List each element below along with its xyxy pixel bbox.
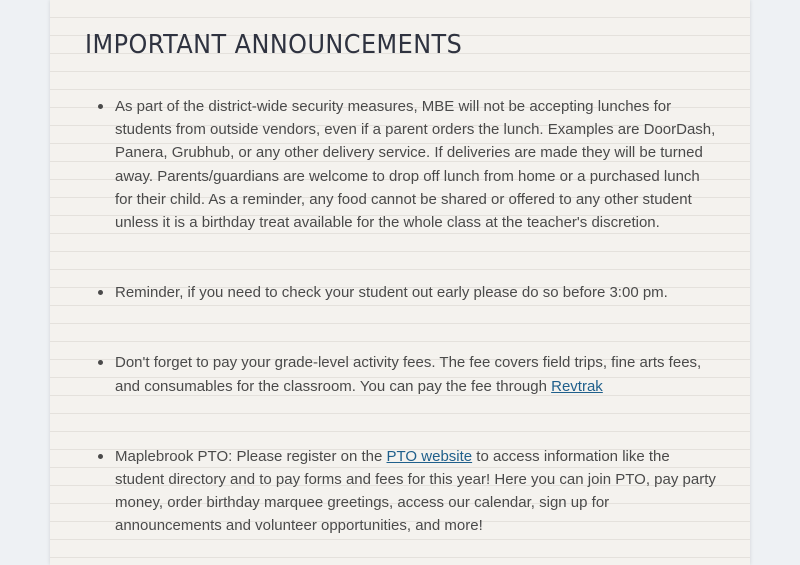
bullet-icon bbox=[98, 360, 103, 365]
bullet-icon bbox=[98, 454, 103, 459]
announcement-text: Reminder, if you need to check your student out early please do so before 3:00 pm. bbox=[115, 284, 668, 302]
announcement-activity-fees bbox=[115, 351, 718, 397]
bullet-icon bbox=[98, 290, 103, 295]
announcement-text: Maplebrook PTO: Please register on the bbox=[115, 447, 387, 465]
announcement-text: As part of the district-wide security measures, MBE will not be accepting lunches for students from outside vendors, even if a parent orders the lunch. Examples are DoorDash, Panera, Grubhub, or any other delivery service. If deliveries are made they will be turned away. Parents/guardians are welcome to drop off lunch from home or a purchased lunch for their child. As a reminder, any food cannot be shared or offered to any other student unless it is a birthday treat available for the whole class at the teacher's discretion. bbox=[115, 98, 716, 232]
announcements-list bbox=[115, 95, 718, 565]
announcement-early-checkout bbox=[115, 281, 718, 304]
bullet-icon bbox=[98, 104, 103, 109]
announcement-pto bbox=[115, 445, 718, 538]
revtrak-link[interactable]: Revtrak bbox=[551, 377, 603, 395]
announcement-text-continued: to access information like the student directory and to pay forms and fees for this year! Here you can join PTO, pay party money, order birthday marquee greetings, access our calendar, sign up for announcements and volunteer opportunities, and more! bbox=[115, 447, 716, 535]
pto-website-link[interactable]: PTO website bbox=[386, 447, 473, 465]
announcements-panel bbox=[50, 0, 750, 565]
announcements-heading: IMPORTANT ANNOUNCEMENTS bbox=[85, 30, 463, 60]
announcement-text: Don't forget to pay your grade-level activity fees. The fee covers field trips, fine arts fees, and consumables for the classroom. You can pay the fee through bbox=[115, 354, 702, 395]
announcement-lunch-policy bbox=[115, 95, 718, 234]
